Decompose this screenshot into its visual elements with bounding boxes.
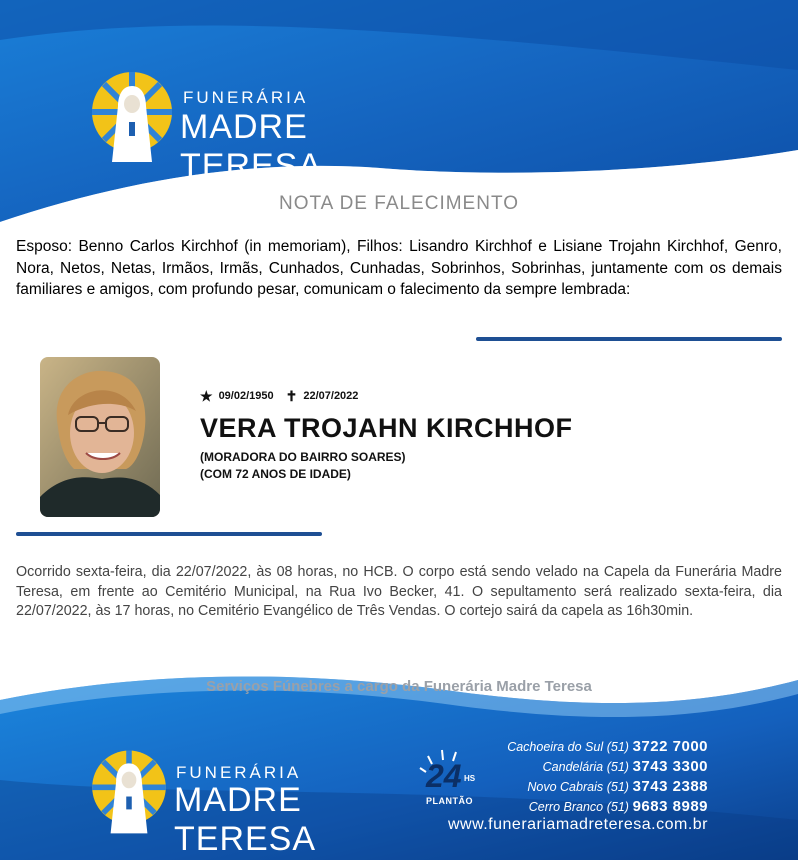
star-icon: ★ (200, 387, 213, 404)
notice-intro: Esposo: Benno Carlos Kirchhof (in memoriam), Filhos: Lisandro Kirchhof e Lisiane Trojahn Kirchhof, Genro, Nora, Netos, Netas, Irmãos, Irmãs, Cunhados, Cunhadas, Sobrinhos, Sobrinhas, juntamente com os demais familiares e amigos, com profundo pesar, comunicam o falecimento da sempre lembrada: (16, 238, 782, 298)
badge-hs: HS (464, 774, 476, 783)
contact-city: Cerro Branco (528, 800, 604, 814)
deceased-age: (COM 72 ANOS DE IDADE) (200, 467, 351, 481)
deceased-name: VERA TROJAHN KIRCHHOF (200, 413, 573, 443)
header-logo (88, 66, 428, 185)
footer-logo (88, 745, 408, 858)
footer-brand-big: MADRE TERESA (174, 781, 317, 858)
contact-code: (51) (606, 780, 629, 794)
services-line: Serviços Fúnebres a cargo da Funerária Madre Teresa (206, 678, 592, 695)
contact-row (507, 737, 708, 757)
deceased-residence: (MORADORA DO BAIRRO SOARES) (200, 450, 406, 464)
footer-brand-small: FUNERÁRIA (176, 763, 302, 782)
birth-date: 09/02/1950 (218, 390, 274, 402)
contact-number: 9683 8989 (632, 798, 708, 815)
contact-row (507, 777, 708, 797)
contact-number: 3743 3300 (632, 758, 708, 775)
divider-right (476, 337, 782, 341)
madre-teresa-logo-icon (88, 745, 170, 837)
header-brand-big: MADRE TERESA (180, 108, 323, 185)
badge-number: 24 (426, 758, 462, 794)
contact-row (507, 757, 708, 777)
contact-number: 3722 7000 (632, 738, 708, 755)
notice-title: NOTA DE FALECIMENTO (278, 193, 519, 214)
contact-row (507, 797, 708, 817)
death-date: 22/07/2022 (303, 390, 359, 402)
ceremony-details: Ocorrido sexta-feira, dia 22/07/2022, às 08 horas, no HCB. O corpo está sendo velado na Capela da Funerária Madre Teresa, em frente ao Cemitério Municipal, na Rua Ivo Becker, 41. O sepultamento será realizado sexta-feira, dia 22/07/2022, às 17 horas, no Cemitério Evangélico de Três Vendas. O cortejo sairá da capela as 16h30min. (16, 564, 782, 619)
contact-city: Candelária (542, 760, 604, 774)
badge-label: PLANTÃO (426, 796, 473, 806)
contact-code: (51) (606, 800, 629, 814)
website-link[interactable]: www.funerariamadreteresa.com.br (447, 816, 708, 833)
madre-teresa-logo-icon (88, 66, 176, 166)
contact-code: (51) (606, 760, 629, 774)
contact-number: 3743 2388 (632, 778, 708, 795)
contact-city: Cachoeira do Sul (507, 740, 604, 754)
header-brand-small: FUNERÁRIA (183, 88, 309, 107)
cross-icon: ✝ (285, 387, 298, 404)
life-dates (200, 387, 359, 404)
plantao-24h-badge (412, 748, 482, 810)
contact-city: Novo Cabrais (527, 780, 604, 794)
divider-left (16, 532, 322, 536)
portrait-photo (40, 357, 160, 517)
contacts-list (507, 737, 708, 817)
contact-code: (51) (606, 740, 629, 754)
